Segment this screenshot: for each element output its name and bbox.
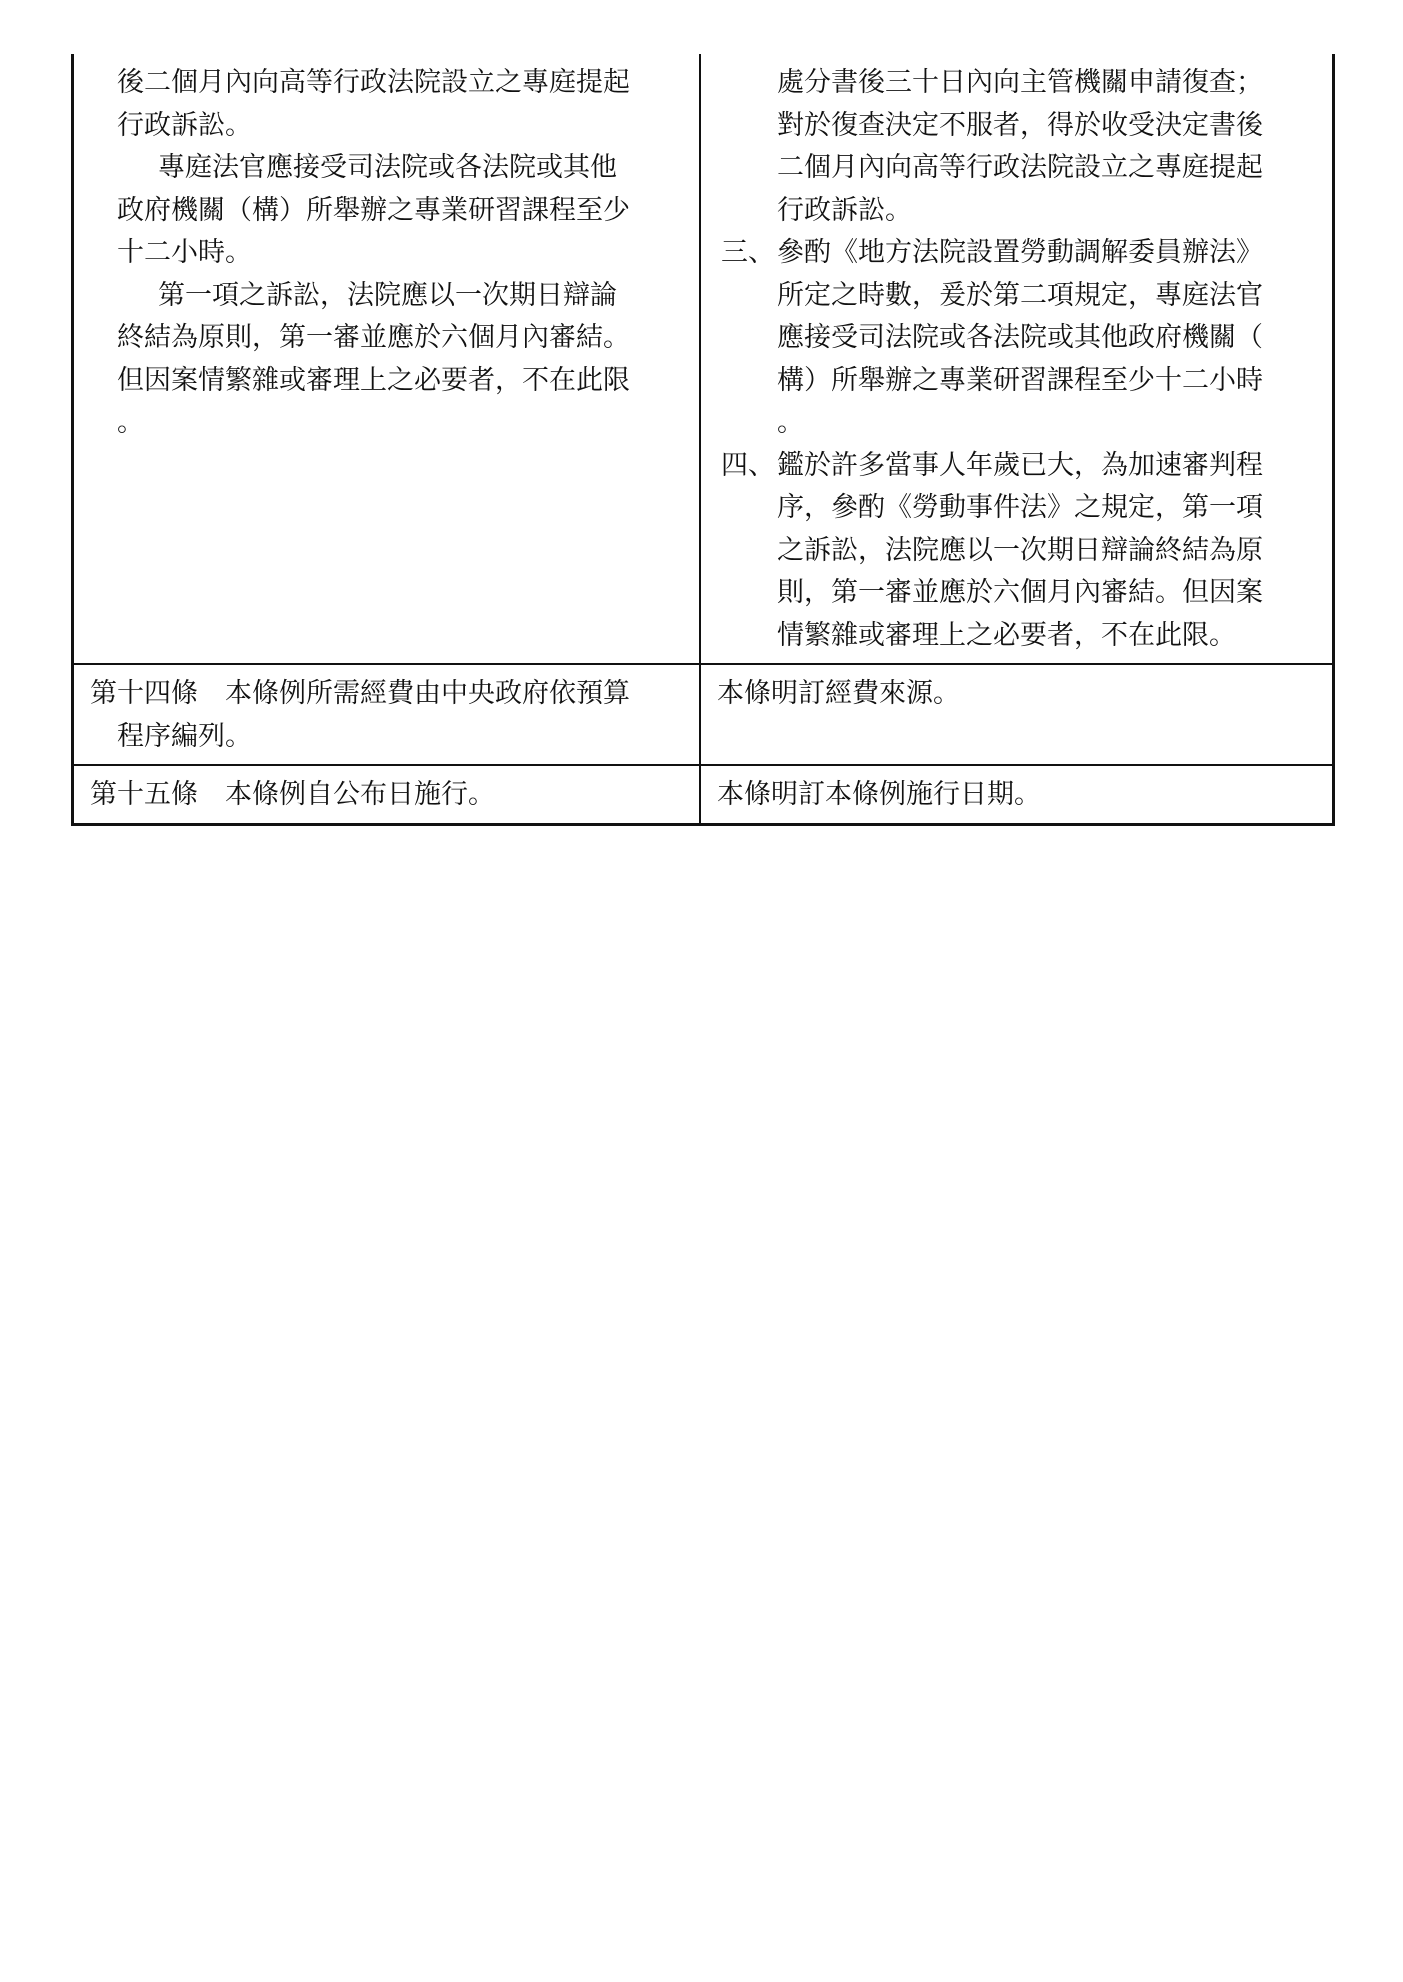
text-line: 構）所舉辦之專業研習課程至少十二小時 [777, 364, 1263, 396]
article-text-cell [74, 665, 701, 764]
list-marker: 四、 [721, 449, 775, 481]
text-line: 終結為原則，第一審並應於六個月內審結。 [117, 322, 630, 353]
text-line: 則，第一審並應於六個月內審結。但因案 [777, 577, 1263, 608]
article-15-heading: 第十五條 本條例自公布日施行。 [90, 779, 495, 810]
list-marker: 三、 [721, 237, 775, 268]
article-text-cell [74, 54, 701, 663]
text-line: 十二小時。 [117, 237, 252, 268]
list-item [721, 232, 1318, 445]
text-line: 行政訴訟。 [117, 109, 252, 141]
text-line: 程序編列。 [117, 720, 252, 752]
table-row [74, 764, 1332, 823]
table-row [74, 663, 1332, 764]
explanation-cell [701, 665, 1332, 764]
text-line: 。 [777, 407, 804, 438]
text-line: 專庭法官應接受司法院或各法院或其他 [158, 152, 617, 183]
text-line: 對於復查決定不服者，得於收受決定書後 [777, 109, 1263, 141]
text-line: 處分書後三十日內向主管機關申請復查； [777, 67, 1263, 98]
text-line: 二個月內向高等行政法院設立之專庭提起 [777, 152, 1263, 183]
text-line: 情繁雜或審理上之必要者，不在此限。 [777, 619, 1236, 651]
text-line: 行政訴訟。 [777, 194, 912, 226]
text-line: 序，參酌《勞動事件法》之規定，第一項 [777, 492, 1263, 523]
text-line: 所定之時數，爰於第二項規定，專庭法官 [777, 279, 1263, 311]
text-line: 之訴訟，法院應以一次期日辯論終結為原 [777, 534, 1263, 566]
article-text-cell [74, 766, 701, 823]
text-line: 本條明訂本條例施行日期。 [717, 779, 1041, 810]
explanation-cell [701, 766, 1332, 823]
table-row [74, 54, 1332, 663]
text-line: 後二個月內向高等行政法院設立之專庭提起 [117, 67, 630, 98]
text-line: 鑑於許多當事人年歲已大，為加速審判程 [777, 449, 1263, 481]
article-14-heading: 第十四條 本條例所需經費由中央政府依預算 [90, 678, 630, 709]
text-line: 但因案情繁雜或審理上之必要者，不在此限 [117, 364, 630, 396]
text-line: 。 [117, 407, 144, 438]
comparison-table [71, 54, 1335, 826]
explanation-cell [701, 54, 1332, 663]
text-line: 政府機關（構）所舉辦之專業研習課程至少 [117, 194, 630, 226]
text-line: 本條明訂經費來源。 [717, 678, 960, 709]
list-item [721, 445, 1318, 658]
text-line: 參酌《地方法院設置勞動調解委員辦法》 [777, 237, 1263, 268]
text-line: 應接受司法院或各法院或其他政府機關（ [777, 322, 1263, 353]
text-line: 第一項之訴訟，法院應以一次期日辯論 [158, 279, 617, 311]
